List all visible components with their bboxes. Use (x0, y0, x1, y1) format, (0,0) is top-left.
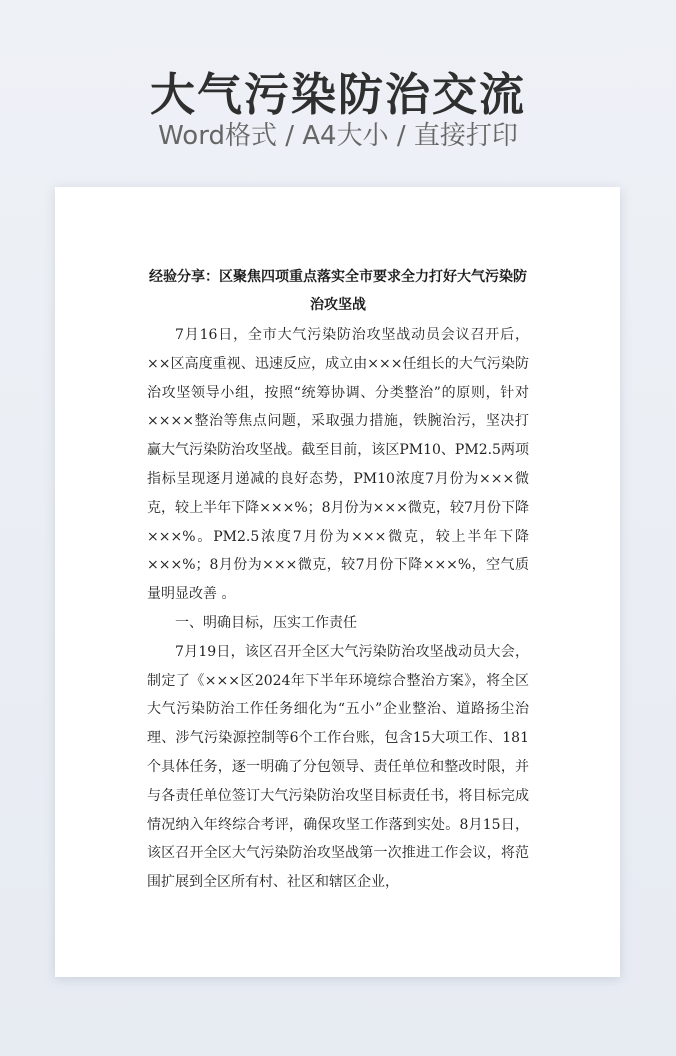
document-paragraph: 7月19日，该区召开全区大气污染防治攻坚战动员大会，制定了《×××区2024年下半年环境综合整治方案》，将全区大气污染防治工作任务细化为“五小”企业整治、道路扬尘治理、涉气污染源控制等6个工作台账，包含15大项工作、181个具体任务，逐一明确了分包领导、责任单位和整改时限，并与各责任单位签订大气污染防治攻坚目标责任书，将目标完成情况纳入年终综合考评，确保攻坚工作落到实处。8月15日，该区召开全区大气污染防治攻坚战第一次推进工作会议，将范围扩展到全区所有村、社区和辖区企业， (147, 643, 529, 891)
document-paragraph: 7月16日，全市大气污染防治攻坚战动员会议召开后，××区高度重视、迅速反应，成立由×××任组长的大气污染防治攻坚领导小组，按照“统筹协调、分类整治”的原则，针对××××整治等焦点问题，采取强力措施，铁腕治污，坚决打赢大气污染防治攻坚战。截至目前，该区PM10、PM2.5两项指标呈现逐月递减的良好态势，PM10浓度7月份为×××微克，较上半年下降×××%；8月份为×××微克，较7月份下降×××%。PM2.5浓度7月份为×××微克，较上半年下降×××%；8月份为×××微克，较7月份下降×××%，空气质量明显改善 。 (147, 327, 529, 603)
document-page (55, 187, 620, 977)
hero-subtitle: Word格式 / A4大小 / 直接打印 (158, 121, 518, 151)
hero-title: 大气污染防治交流 (149, 68, 526, 121)
document-title: 经验分享：区聚焦四项重点落实全市要求全力打好大气污染防治攻坚战 (149, 269, 527, 313)
section-heading: 一、明确目标，压实工作责任 (175, 614, 357, 631)
document-content (147, 263, 529, 897)
